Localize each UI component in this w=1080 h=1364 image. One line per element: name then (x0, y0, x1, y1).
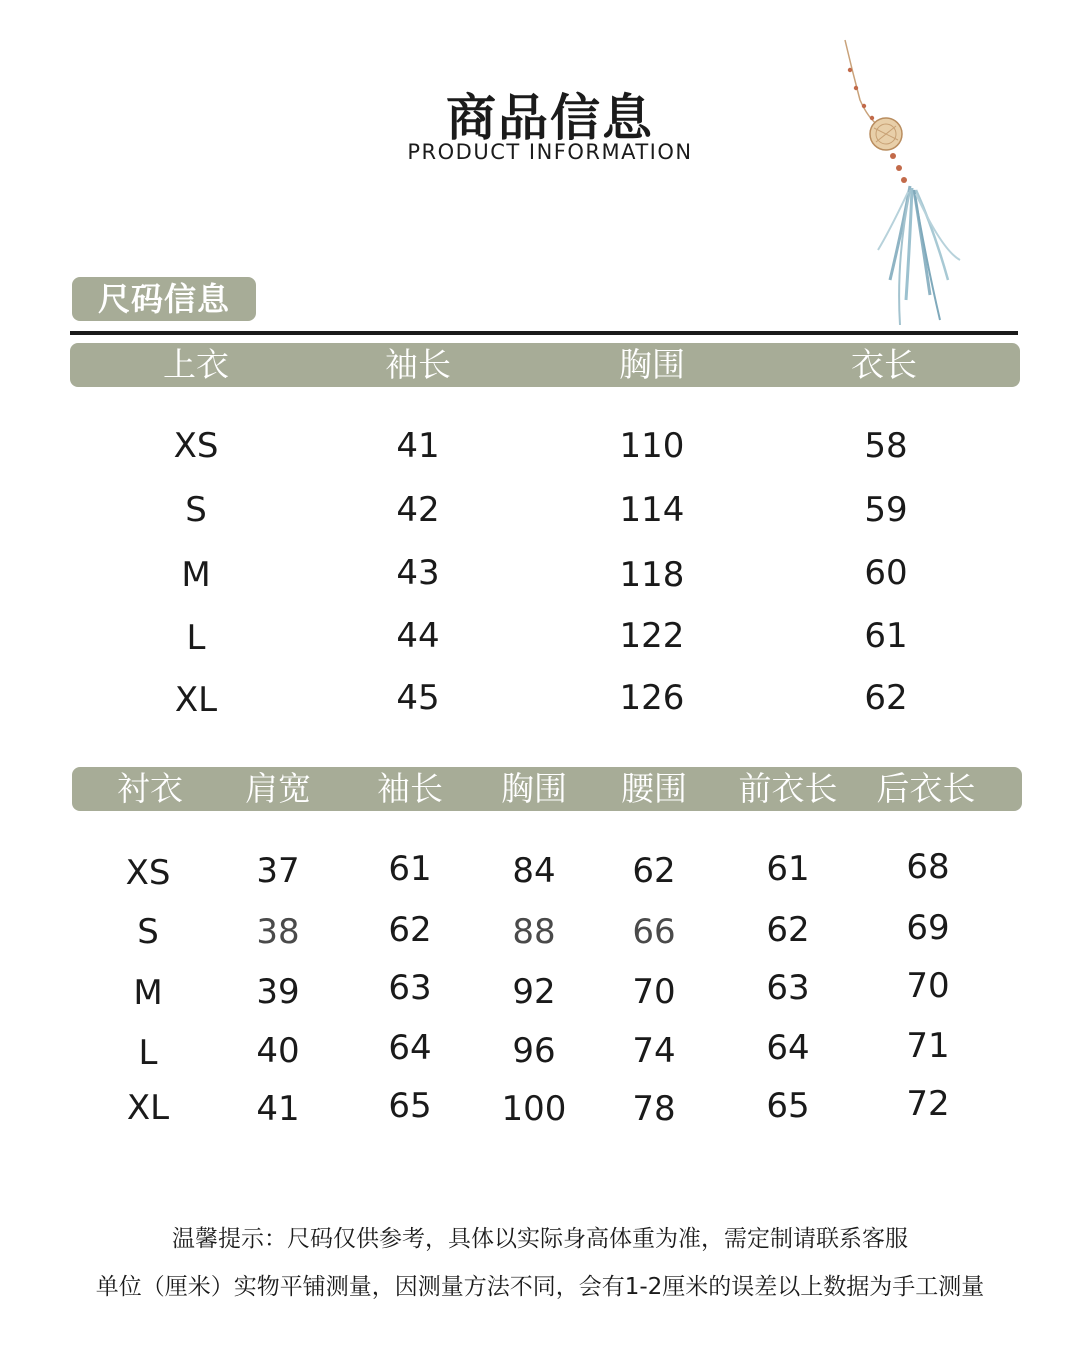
header-cell: 前衣长 (738, 769, 838, 808)
value-cell: 92 (512, 972, 556, 1012)
value-cell: 61 (864, 616, 908, 656)
value-cell: 44 (396, 616, 440, 656)
value-cell: 61 (766, 849, 810, 889)
size-cell: L (186, 618, 206, 658)
value-cell: 62 (388, 910, 432, 950)
value-cell: 62 (864, 678, 908, 718)
size-cell: XL (126, 1088, 170, 1128)
size-cell: M (133, 973, 163, 1013)
value-cell: 74 (632, 1031, 676, 1071)
section-divider (70, 331, 1018, 335)
value-cell: 118 (619, 555, 685, 595)
size-cell: M (181, 555, 211, 595)
value-cell: 64 (388, 1028, 432, 1068)
value-cell: 126 (619, 678, 685, 718)
value-cell: 68 (906, 847, 950, 887)
value-cell: 70 (632, 972, 676, 1012)
header-cell: 袖长 (385, 345, 451, 384)
value-cell: 58 (864, 426, 908, 466)
header-cell: 袖长 (377, 769, 443, 808)
value-cell: 88 (512, 912, 556, 952)
value-cell: 65 (388, 1086, 432, 1126)
value-cell: 41 (396, 426, 440, 466)
size-cell: XS (125, 853, 171, 893)
value-cell: 122 (619, 616, 685, 656)
size-cell: XS (173, 426, 219, 466)
value-cell: 42 (396, 490, 440, 530)
size-cell: L (138, 1033, 158, 1073)
value-cell: 84 (512, 851, 556, 891)
header-cell: 衬衣 (117, 769, 183, 808)
value-cell: 60 (864, 553, 908, 593)
page-title: 商品信息 (446, 89, 654, 147)
header-cell: 衣长 (851, 345, 917, 384)
value-cell: 59 (864, 490, 908, 530)
value-cell: 40 (256, 1031, 300, 1071)
value-cell: 63 (388, 968, 432, 1008)
value-cell: 64 (766, 1028, 810, 1068)
value-cell: 41 (256, 1089, 300, 1129)
value-cell: 66 (632, 912, 676, 952)
value-cell: 45 (396, 678, 440, 718)
value-cell: 71 (906, 1026, 950, 1066)
size-cell: S (137, 912, 159, 952)
value-cell: 65 (766, 1086, 810, 1126)
measurement-note: 单位（厘米）实物平铺测量，因测量方法不同，会有1-2厘米的误差以上数据为手工测量 (95, 1274, 985, 1300)
tassel-ornament-icon (830, 30, 980, 330)
header-cell: 肩宽 (245, 769, 311, 808)
value-cell: 63 (766, 968, 810, 1008)
value-cell: 100 (501, 1089, 567, 1129)
header-cell: 后衣长 (876, 769, 976, 808)
value-cell: 96 (512, 1031, 556, 1071)
value-cell: 39 (256, 972, 300, 1012)
value-cell: 61 (388, 849, 432, 889)
size-cell: XL (174, 680, 218, 720)
header-cell: 胸围 (619, 345, 685, 384)
value-cell: 62 (766, 910, 810, 950)
header-cell: 胸围 (501, 769, 567, 808)
tip-note: 温馨提示：尺码仅供参考，具体以实际身高体重为准，需定制请联系客服 (172, 1226, 908, 1252)
shirt-table-header (72, 767, 1022, 811)
value-cell: 72 (906, 1084, 950, 1124)
value-cell: 69 (906, 908, 950, 948)
top-table-header (70, 343, 1020, 387)
value-cell: 38 (256, 912, 300, 952)
header-cell: 腰围 (621, 769, 687, 808)
header-cell: 上衣 (163, 345, 229, 384)
value-cell: 37 (256, 851, 300, 891)
value-cell: 70 (906, 966, 950, 1006)
value-cell: 43 (396, 553, 440, 593)
size-info-tag: 尺码信息 (72, 277, 256, 321)
page-subtitle: PRODUCT INFORMATION (407, 140, 693, 164)
value-cell: 114 (619, 490, 685, 530)
size-cell: S (185, 490, 207, 530)
value-cell: 110 (619, 426, 685, 466)
value-cell: 78 (632, 1089, 676, 1129)
value-cell: 62 (632, 851, 676, 891)
